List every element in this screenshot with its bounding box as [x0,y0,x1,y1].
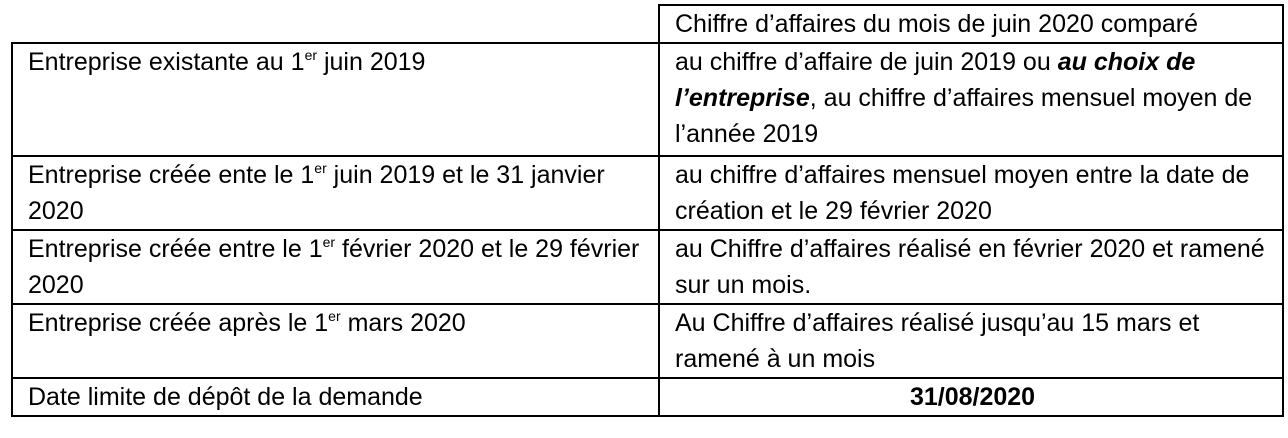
ordinal-superscript: er [322,234,336,250]
table-row [12,156,1283,230]
row-label-cell [12,304,659,378]
table-row [12,378,1283,416]
emphasis-text: au choix de l’entreprise [675,48,1196,112]
row-label-text: Entreprise créée ente le 1 [28,161,315,189]
ordinal-superscript: er [314,160,327,176]
row-label-text: Entreprise créée entre le 1 [28,235,323,263]
row-value-cell: au Chiffre d’affaires réalisé en février 2020 et ramené sur un mois. [659,230,1283,304]
row-label-text: Entreprise existante au 1 [28,48,305,76]
comparison-table [11,4,1284,417]
row-label-cell: Date limite de dépôt de la demande [12,378,659,416]
row-value-cell [659,43,1283,156]
row-value-cell: Au Chiffre d’affaires réalisé jusqu’au 15 mars et ramené à un mois [659,304,1283,378]
table-header-row [12,5,1283,43]
row-value-cell: au chiffre d’affaires mensuel moyen entre la date de création et le 29 février 2020 [659,156,1283,230]
row-label-text: Entreprise créée après le 1 [28,309,329,337]
row-label-cell [12,43,659,156]
row-label-text: mars 2020 [340,309,466,337]
row-label-text: juin 2019 et le 31 janvier 2020 [28,161,605,225]
ordinal-superscript: er [304,47,318,63]
table-row [12,43,1283,156]
row-label-cell [12,230,659,304]
ordinal-superscript: er [328,308,341,324]
row-label-cell [12,156,659,230]
table-row [12,230,1283,304]
empty-corner-cell [12,5,659,43]
header-cell: Chiffre d’affaires du mois de juin 2020 comparé [659,5,1283,43]
row-label-text: juin 2019 [317,48,426,76]
deadline-date-cell: 31/08/2020 [659,378,1283,416]
row-value-text: au chiffre d’affaire de juin 2019 ou [675,48,1058,76]
row-label-text: février 2020 et le 29 février 2020 [28,235,640,299]
row-value-text: , au chiffre d’affaires mensuel moyen de l’année 2019 [675,84,1253,148]
table-row [12,304,1283,378]
